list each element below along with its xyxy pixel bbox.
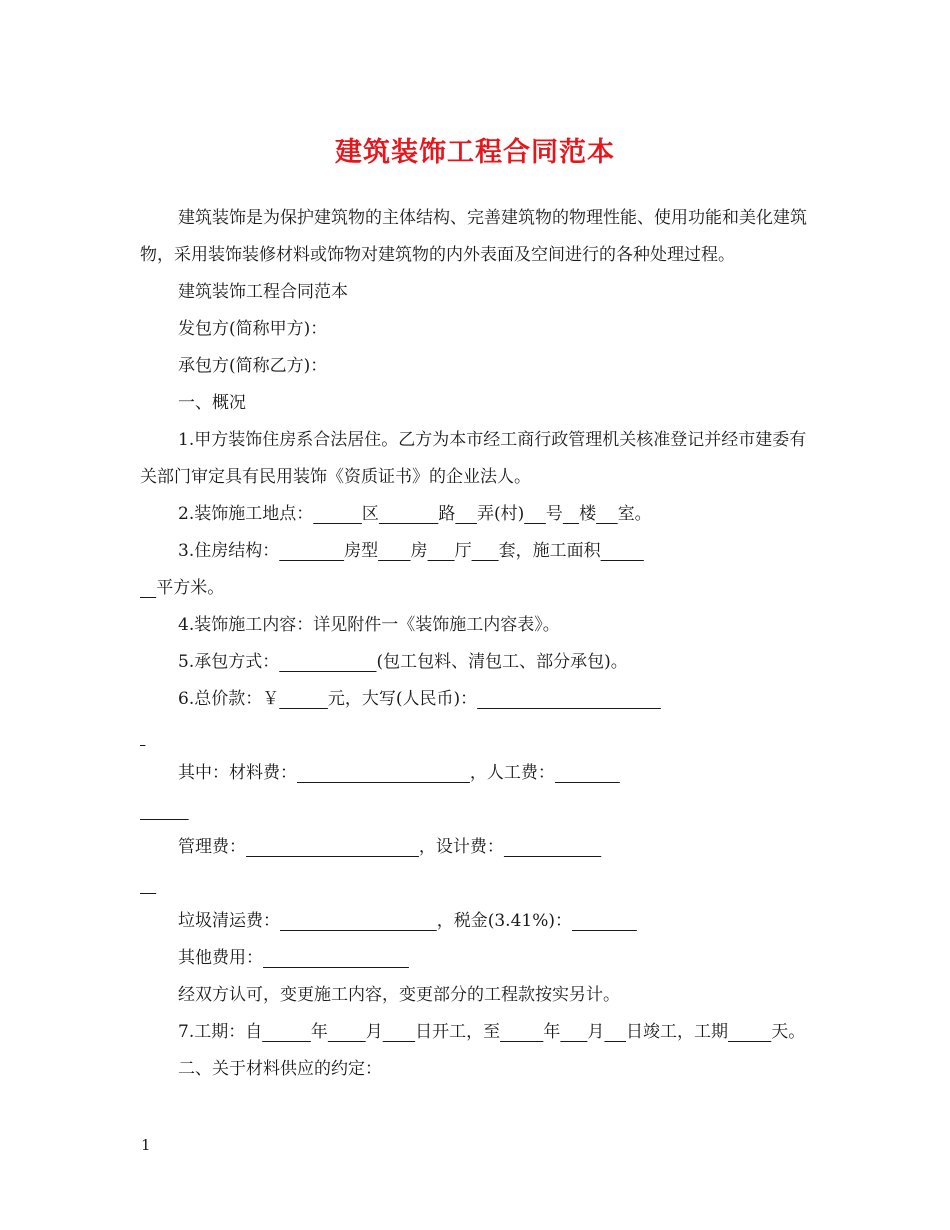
tax-blank <box>572 911 637 931</box>
room-blank <box>596 504 618 524</box>
number-word: 号 <box>545 504 563 524</box>
start-month-blank <box>328 1022 366 1042</box>
garbage-fee-label: 垃圾清运费： <box>178 911 280 931</box>
item-3-label: 3.住房结构： <box>178 541 280 561</box>
labor-fee-blank <box>555 763 620 783</box>
price-blank <box>279 689 328 709</box>
section-materials-title: 二、关于材料供应的约定： <box>178 1059 382 1079</box>
month-word: 月 <box>365 1022 383 1042</box>
design-fee-blank <box>504 837 601 857</box>
fees-other <box>140 940 812 977</box>
layout-word: 房型 <box>344 541 379 561</box>
material-fee-blank <box>297 763 470 783</box>
party-b-line: 承包方(简称乙方)： <box>178 356 328 376</box>
hall-word: 厅 <box>454 541 472 561</box>
duration-blank <box>728 1022 771 1042</box>
item-2-label: 2.装饰施工地点： <box>178 504 314 524</box>
district-word: 区 <box>361 504 379 524</box>
road-word: 路 <box>438 504 456 524</box>
area-blank-cont <box>140 578 156 598</box>
layout-blank <box>378 541 410 561</box>
start-day-blank <box>383 1022 415 1042</box>
labor-fee-label: ，人工费： <box>469 763 555 783</box>
fees-management-design <box>140 829 812 866</box>
intro-paragraph: 建筑装饰是为保护建筑物的主体结构、完善建筑物的物理性能、使用功能和美化建筑物，采用装饰装修材料或饰物对建筑物的内外表面及空间进行的各种处理过程。 <box>140 208 807 265</box>
lane-blank <box>455 504 477 524</box>
room-count-blank <box>428 541 455 561</box>
item-7-schedule <box>140 1014 812 1051</box>
building-blank <box>563 504 579 524</box>
fees-design-cont <box>140 866 812 903</box>
price-uppercase-label: 元，大写(人民币)： <box>327 689 478 709</box>
management-fee-label: 管理费： <box>178 837 246 857</box>
page-number: 1 <box>141 1136 151 1154</box>
item-7-label: 7.工期：自 <box>178 1022 263 1042</box>
year-word: 年 <box>310 1022 328 1042</box>
end-year-blank <box>500 1022 543 1042</box>
labor-fee-blank-cont <box>140 800 189 820</box>
tax-label: ，税金(3.41%)： <box>436 911 572 931</box>
item-6-label: 6.总价款：￥ <box>178 689 280 709</box>
material-fee-label: 其中：材料费： <box>178 763 297 783</box>
price-uppercase-blank <box>477 689 661 709</box>
item-1-paragraph: 1.甲方装饰住房系合法居住。乙方为本市经工商行政管理机关核准登记并经市建委有关部门审定具有民用装饰《资质证书》的企业法人。 <box>140 430 807 487</box>
document-title: 建筑装饰工程合同范本 <box>335 137 615 168</box>
room-word: 室。 <box>617 504 652 524</box>
fees-garbage-tax <box>140 903 812 940</box>
garbage-fee-blank <box>280 911 437 931</box>
management-fee-blank <box>246 837 419 857</box>
fees-material-labor <box>140 755 812 792</box>
contract-heading: 建筑装饰工程合同范本 <box>178 282 348 302</box>
item-6-total-price <box>140 681 812 718</box>
item-6-total-price-cont <box>140 718 812 755</box>
structure-blank <box>279 541 344 561</box>
price-uppercase-blank-cont <box>140 726 145 746</box>
end-year-word: 年 <box>543 1022 561 1042</box>
building-word: 楼 <box>579 504 597 524</box>
other-fee-label: 其他费用： <box>178 948 263 968</box>
fees-note: 经双方认可，变更施工内容，变更部分的工程款按实另计。 <box>178 985 620 1005</box>
start-word: 日开工，至 <box>415 1022 501 1042</box>
mode-blank <box>279 652 376 672</box>
section-overview-title: 一、概况 <box>178 393 246 413</box>
hall-blank <box>472 541 499 561</box>
mode-options: (包工包料、清包工、部分承包)。 <box>376 652 628 672</box>
end-month-word: 月 <box>587 1022 605 1042</box>
sqm-word: 平方米。 <box>156 578 225 598</box>
design-fee-blank-cont <box>140 874 156 894</box>
fees-labor-cont <box>140 792 812 829</box>
district-blank <box>313 504 362 524</box>
document-body <box>140 200 812 1088</box>
item-3-structure-cont <box>140 570 812 607</box>
number-blank <box>524 504 546 524</box>
design-fee-label: ，设计费： <box>418 837 504 857</box>
area-blank <box>601 541 644 561</box>
room-count-word: 房 <box>410 541 428 561</box>
item-5-label: 5.承包方式： <box>178 652 280 672</box>
item-2-location <box>140 496 812 533</box>
item-3-structure <box>140 533 812 570</box>
area-word: 套，施工面积 <box>498 541 601 561</box>
days-word: 天。 <box>771 1022 806 1042</box>
road-blank <box>379 504 438 524</box>
end-month-blank <box>560 1022 587 1042</box>
item-5-contract-mode <box>140 644 812 681</box>
lane-word: 弄(村) <box>476 504 525 524</box>
completion-word: 日竣工，工期 <box>626 1022 729 1042</box>
end-day-blank <box>604 1022 626 1042</box>
party-a-line: 发包方(简称甲方)： <box>178 319 328 339</box>
item-4-content: 4.装饰施工内容：详见附件一《装饰施工内容表》。 <box>178 615 560 635</box>
start-year-blank <box>262 1022 311 1042</box>
other-fee-blank <box>263 948 409 968</box>
